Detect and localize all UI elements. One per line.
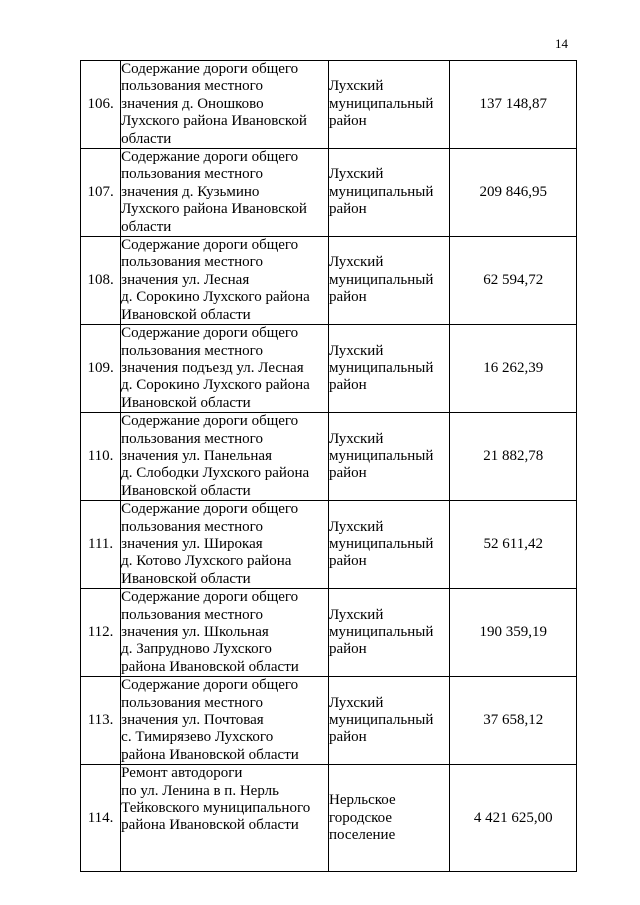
row-number: 109. bbox=[81, 325, 121, 413]
page-number: 14 bbox=[555, 36, 568, 51]
description-text: Содержание дороги общего пользования местного значения ул. Школьная д. Запрудново Лухского района Ивановской области bbox=[121, 589, 299, 675]
row-description bbox=[121, 61, 329, 149]
description-text: Содержание дороги общего пользования местного значения ул. Панельная д. Слободки Лухского района Ивановской области bbox=[121, 413, 310, 499]
row-amount: 190 359,19 bbox=[450, 589, 577, 677]
row-number: 108. bbox=[81, 237, 121, 325]
table-row bbox=[81, 589, 577, 677]
row-description bbox=[121, 589, 329, 677]
row-municipality bbox=[328, 325, 449, 413]
row-description bbox=[121, 677, 329, 765]
table-row bbox=[81, 501, 577, 589]
row-number: 112. bbox=[81, 589, 121, 677]
description-text: Содержание дороги общего пользования местного значения д. Кузьмино Лухского района Ивановской области bbox=[121, 149, 307, 235]
row-description bbox=[121, 765, 329, 872]
row-amount: 62 594,72 bbox=[450, 237, 577, 325]
row-description bbox=[121, 501, 329, 589]
row-description bbox=[121, 325, 329, 413]
table-row bbox=[81, 61, 577, 149]
municipality-text: Нерльское городское поселение bbox=[328, 792, 396, 843]
table-row bbox=[81, 149, 577, 237]
row-municipality bbox=[328, 589, 449, 677]
row-description bbox=[121, 237, 329, 325]
row-municipality bbox=[328, 501, 449, 589]
table-row bbox=[81, 677, 577, 765]
row-description bbox=[121, 413, 329, 501]
row-municipality bbox=[328, 413, 449, 501]
municipality-text: Лухский муниципальный район bbox=[328, 166, 434, 218]
row-municipality bbox=[328, 149, 449, 237]
table-row bbox=[81, 237, 577, 325]
municipality-text: Лухский муниципальный район bbox=[328, 518, 434, 570]
document-table bbox=[80, 60, 577, 872]
municipality-text: Лухский муниципальный район bbox=[328, 342, 434, 394]
description-text: Ремонт автодороги по ул. Ленина в п. Нерль Тейковского муниципального района Ивановской области bbox=[121, 765, 311, 834]
row-amount: 209 846,95 bbox=[450, 149, 577, 237]
row-amount: 4 421 625,00 bbox=[450, 765, 577, 872]
row-amount: 21 882,78 bbox=[450, 413, 577, 501]
row-number: 111. bbox=[81, 501, 121, 589]
row-municipality bbox=[328, 61, 449, 149]
description-text: Содержание дороги общего пользования местного значения подъезд ул. Лесная д. Сорокино Лухского района Ивановской области bbox=[121, 325, 310, 411]
row-municipality bbox=[328, 765, 449, 872]
row-municipality bbox=[328, 237, 449, 325]
row-amount: 137 148,87 bbox=[450, 61, 577, 149]
municipality-text: Лухский муниципальный район bbox=[328, 694, 434, 746]
description-text: Содержание дороги общего пользования местного значения д. Оношково Лухского района Ивановской области bbox=[121, 61, 307, 147]
row-number: 106. bbox=[81, 61, 121, 149]
description-text: Содержание дороги общего пользования местного значения ул. Почтовая с. Тимирязево Лухского района Ивановской области bbox=[121, 677, 299, 763]
municipality-text: Лухский муниципальный район bbox=[328, 606, 434, 658]
row-number: 114. bbox=[81, 765, 121, 872]
row-amount: 52 611,42 bbox=[450, 501, 577, 589]
row-number: 107. bbox=[81, 149, 121, 237]
description-text: Содержание дороги общего пользования местного значения ул. Лесная д. Сорокино Лухского района Ивановской области bbox=[121, 237, 310, 323]
row-number: 113. bbox=[81, 677, 121, 765]
description-text: Содержание дороги общего пользования местного значения ул. Широкая д. Котово Лухского района Ивановской области bbox=[121, 501, 299, 587]
row-municipality bbox=[328, 677, 449, 765]
row-number: 110. bbox=[81, 413, 121, 501]
row-description bbox=[121, 149, 329, 237]
table-row bbox=[81, 325, 577, 413]
row-amount: 16 262,39 bbox=[450, 325, 577, 413]
table-row bbox=[81, 413, 577, 501]
row-amount: 37 658,12 bbox=[450, 677, 577, 765]
municipality-text: Лухский муниципальный район bbox=[328, 78, 434, 130]
table-row bbox=[81, 765, 577, 872]
municipality-text: Лухский муниципальный район bbox=[328, 430, 434, 482]
municipality-text: Лухский муниципальный район bbox=[328, 254, 434, 306]
